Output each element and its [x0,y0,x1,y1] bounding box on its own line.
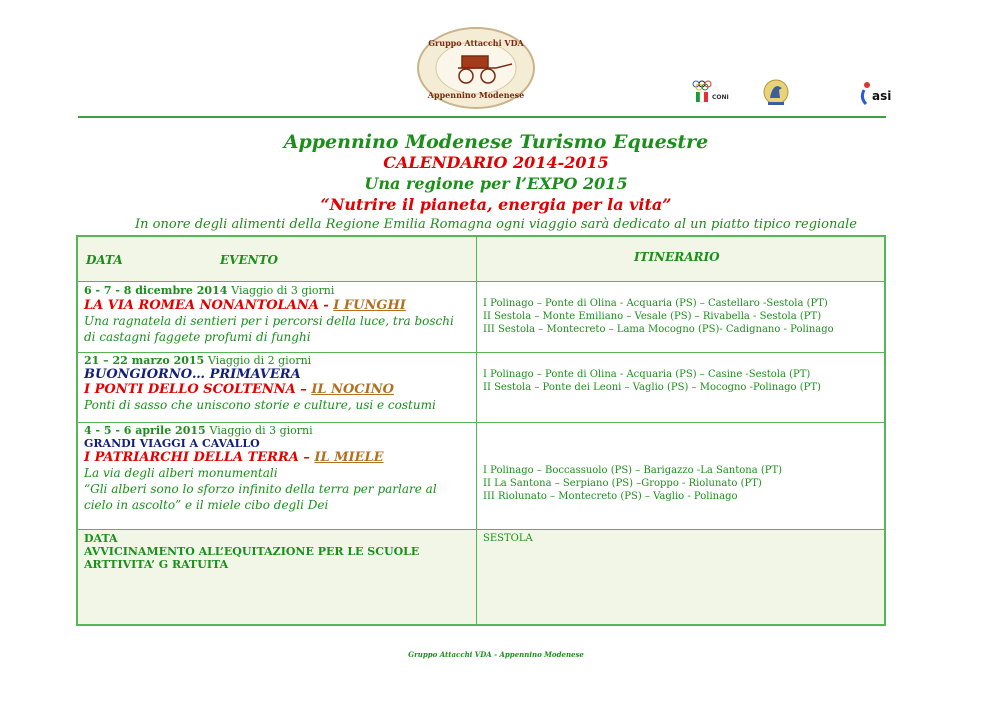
event-description-line: di castagni faggete profumi di funghi [84,330,311,344]
table-row-event [84,354,474,413]
event-description-line: Ponti di sasso che uniscono storie e culture, usi e costumi [84,398,436,412]
title-subtitle: In onore degli alimenti della Regione Emilia Romagna ogni viaggio sarà dedicato al un piatto tipico regionale [134,217,857,232]
table-row-event [84,284,474,345]
coni-logo [690,78,740,106]
column-divider [476,237,477,624]
horse-emblem-logo [760,78,792,108]
event-date: 21 – 22 marzo 2015 [84,354,205,367]
event-date: 4 - 5 - 6 aprile 2015 [84,424,206,437]
event-title: I PATRIARCHI DELLA TERRA – IL MIELE [84,450,384,465]
row-divider [78,352,884,353]
itinerary-line: I Polinago – Ponte di Olina - Acquaria (PS) – Casine -Sestola (PT) [483,369,811,380]
row-divider [78,422,884,423]
event-category: GRANDI VIAGGI A CAVALLO [84,437,260,450]
schools-line: ARTTIVITA’ G RATUITA [84,558,229,571]
page-footer: Gruppo Attacchi VDA - Appennino Modenese [408,650,584,659]
table-row-itinerary [483,464,881,503]
table-row-itinerary [483,368,881,394]
schools-line: AVVICINAMENTO ALL’EQUITAZIONE PER LE SCUOLE [84,545,420,558]
itinerary-line: I Polinago – Boccassuolo (PS) – Barigazzo -La Santona (PT) [483,465,783,476]
event-date: 6 - 7 - 8 dicembre 2014 [84,284,228,297]
event-food: IL NOCINO [311,382,394,397]
col-header-data: DATA [86,253,123,267]
title-slogan: “Nutrire il pianeta, energia per la vita” [320,195,672,214]
table-row-schools [84,532,474,571]
event-food: IL MIELE [314,450,384,465]
itinerary-line: I Polinago – Ponte di Olina - Acquaria (PS) – Castellaro -Sestola (PT) [483,298,828,309]
col-header-evento: EVENTO [220,253,278,267]
itinerary-line: II La Santona – Serpiano (PS) –Groppo - Riolunato (PT) [483,478,762,489]
schools-itinerary: SESTOLA [483,533,533,544]
asi-logo [858,78,902,108]
event-dates [84,424,474,437]
event-dates [84,284,474,297]
table-row-itinerary [483,297,881,336]
table-row-event [84,424,474,513]
event-dates [84,354,474,367]
svg-text:Gruppo Attacchi VDA: Gruppo Attacchi VDA [428,38,524,48]
header-divider [78,116,886,118]
itinerary-line: II Sestola – Ponte dei Leoni – Vaglio (PS) – Mocogno -Polinago (PT) [483,382,821,393]
event-title: I PONTI DELLO SCOLTENNA – IL NOCINO [84,382,394,397]
calendar-table [76,235,886,626]
event-food: I FUNGHI [333,298,406,313]
svg-text:CONI: CONI [712,94,729,101]
svg-text:Appennino Modenese: Appennino Modenese [427,90,525,100]
itinerary-line: III Sestola – Montecreto – Lama Mocogno (PS)- Cadignano - Polinago [483,324,834,335]
event-duration: Viaggio di 3 giorni [231,284,335,297]
row-divider [78,281,884,282]
row-divider [78,529,884,530]
club-logo [414,26,538,110]
title-calendar: CALENDARIO 2014-2015 [383,153,609,172]
schools-line: DATA [84,532,118,545]
event-duration: Viaggio di 3 giorni [209,424,313,437]
title-main: Appennino Modenese Turismo Equestre [283,131,709,153]
event-title: LA VIA ROMEA NONANTOLANA - I FUNGHI [84,298,406,313]
event-duration: Viaggio di 2 giorni [208,354,312,367]
col-header-itinerario: ITINERARIO [634,250,720,264]
event-description-line: “Gli alberi sono lo sforzo infinito della terra per parlare al [84,482,437,496]
svg-text:asi: asi [872,89,892,103]
itinerary-line: III Riolunato – Montecreto (PS) – Vaglio - Polinago [483,491,738,502]
event-subtitle: BUONGIORNO… PRIMAVERA [84,367,301,382]
title-expo: Una regione per l’EXPO 2015 [364,174,628,193]
event-description-line: cielo in ascolto” e il miele cibo degli Dei [84,498,329,512]
event-description-line: La via degli alberi monumentali [84,466,278,480]
event-description-line: Una ragnatela di sentieri per i percorsi della luce, tra boschi [84,314,454,328]
itinerary-line: II Sestola – Monte Emiliano – Vesale (PS) – Rivabella - Sestola (PT) [483,311,822,322]
